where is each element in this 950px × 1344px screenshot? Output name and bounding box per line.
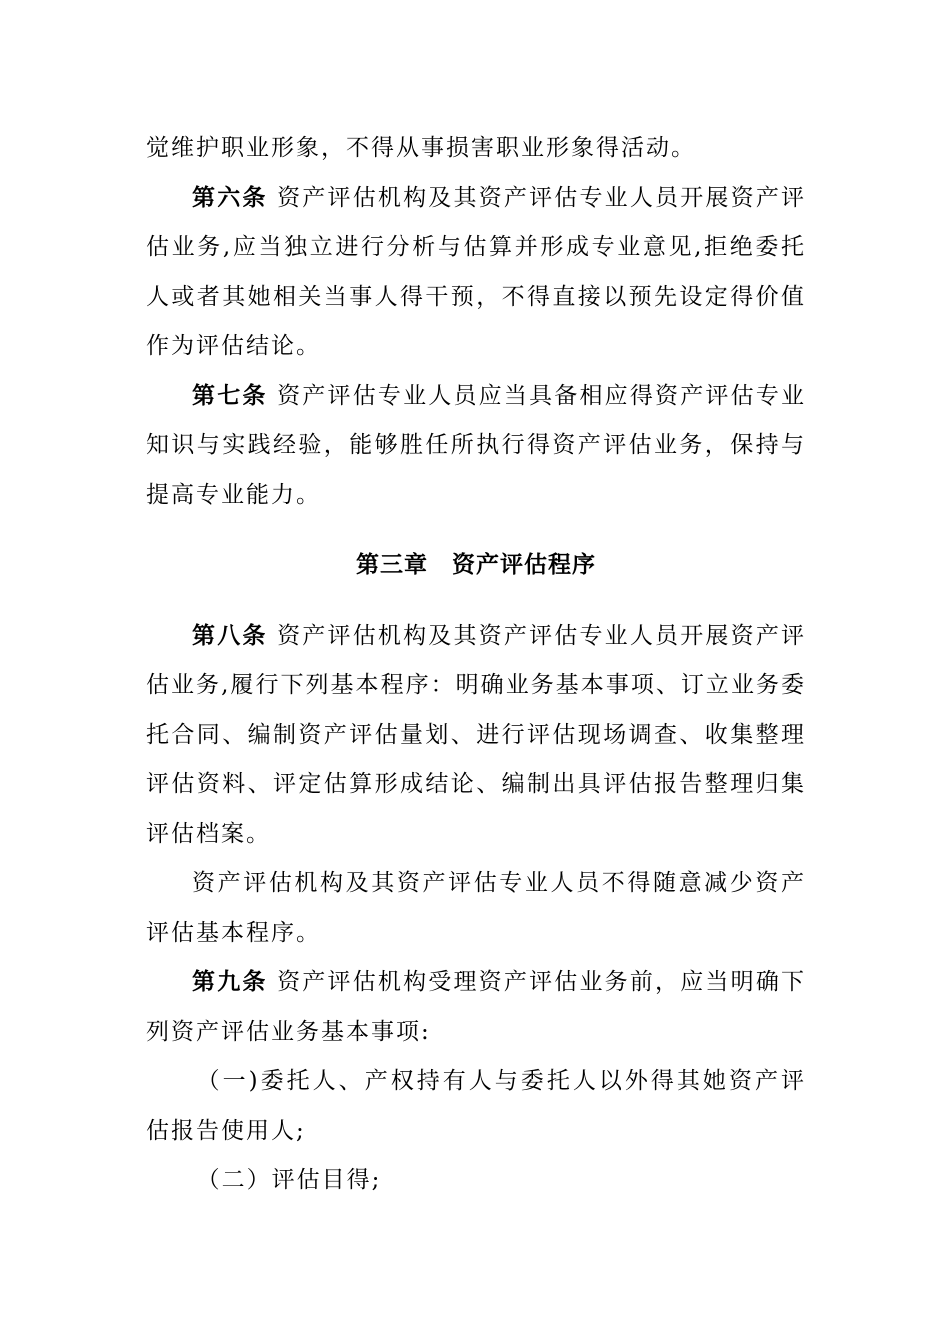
article-heading: 第六条 [192, 184, 268, 211]
chapter-heading [146, 520, 806, 612]
chapter-title: 资产评估程序 [452, 552, 596, 578]
paragraph-text: 觉维护职业形象，不得从事损害职业形象得活动。 [146, 135, 696, 161]
paragraph [146, 859, 806, 958]
article-text: 资产评估机构及其资产评估专业人员开展资产评估业务,应当独立进行分析与估算并形成专业意见,拒绝委托人或者其她相关当事人得干预，不得直接以预先设定得价值作为评估结论。 [146, 184, 807, 359]
list-item [146, 1156, 806, 1206]
paragraph-continuation [146, 124, 806, 174]
article-text: 资产评估机构及其资产评估专业人员开展资产评估业务,履行下列基本程序：明确业务基本事项、订立业务委托合同、编制资产评估量划、进行评估现场调查、收集整理评估资料、评定估算形成结论、编制出具评估报告整理归集评估档案。 [146, 622, 807, 847]
list-item [146, 1057, 806, 1156]
paragraph-text: 资产评估机构及其资产评估专业人员不得随意减少资产评估基本程序。 [146, 870, 806, 946]
list-item-text: （二）评估目得; [196, 1167, 382, 1193]
list-item-text: （一)委托人、产权持有人与委托人以外得其她资产评估报告使用人; [146, 1068, 806, 1144]
article-text: 资产评估专业人员应当具备相应得资产评估专业知识与实践经验，能够胜任所执行得资产评估业务，保持与提高专业能力。 [146, 382, 807, 508]
article-7 [146, 372, 806, 521]
article-9 [146, 958, 806, 1057]
article-8 [146, 612, 806, 860]
article-text: 资产评估机构受理资产评估业务前，应当明确下列资产评估业务基本事项: [146, 969, 807, 1045]
document-page [146, 124, 806, 1206]
chapter-number: 第三章 [356, 552, 428, 578]
article-heading: 第九条 [192, 969, 268, 995]
article-heading: 第八条 [192, 622, 268, 649]
article-6 [146, 174, 806, 372]
article-heading: 第七条 [192, 382, 268, 409]
